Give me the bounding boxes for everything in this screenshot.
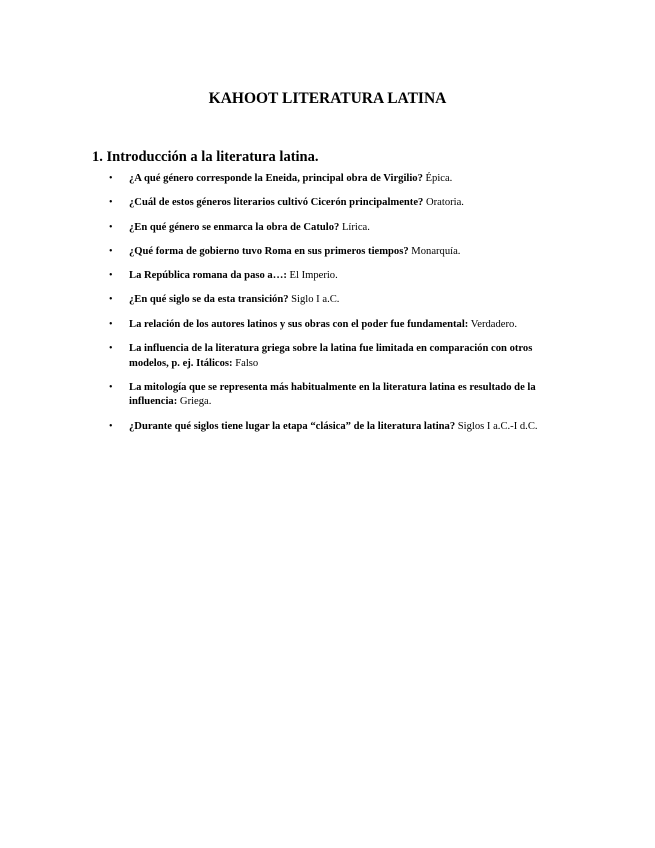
bullet-icon: • [109, 294, 113, 306]
question-list [92, 172, 572, 444]
list-item [92, 172, 572, 187]
list-item [92, 245, 572, 260]
answer-text: Falso [232, 357, 259, 369]
bullet-icon: • [109, 318, 113, 330]
question-text: La relación de los autores latinos y sus obras con el poder fue fundamental: [129, 318, 469, 330]
answer-text: Siglos I a.C.-I d.C. [455, 420, 538, 432]
answer-text: Oratoria. [423, 197, 464, 209]
list-item [92, 221, 572, 236]
list-item [92, 420, 572, 435]
list-item [92, 196, 572, 211]
section-heading: 1. Introducción a la literatura latina. [92, 149, 319, 165]
bullet-icon: • [109, 221, 113, 233]
list-item [92, 269, 572, 284]
question-text: ¿Qué forma de gobierno tuvo Roma en sus primeros tiempos? [129, 245, 409, 257]
answer-text: Épica. [422, 173, 453, 184]
bullet-icon: • [109, 270, 113, 282]
answer-text: Lírica. [339, 221, 370, 233]
question-text: La mitología que se representa más habitualmente en la literatura latina es resultado de la influencia: [129, 381, 536, 408]
question-text: La República romana da paso a…: [129, 270, 287, 282]
question-text: ¿Cuál de estos géneros literarios cultivó Cicerón principalmente? [129, 197, 424, 209]
list-item [92, 293, 572, 308]
question-text: ¿En qué género se enmarca la obra de Catulo? [129, 221, 340, 233]
question-text: ¿A qué género corresponde la Eneida, principal obra de Virgilio? [129, 173, 423, 184]
bullet-icon: • [109, 420, 113, 432]
answer-text: Verdadero. [468, 318, 517, 330]
answer-text: Siglo I a.C. [288, 294, 340, 306]
answer-text: Monarquía. [408, 245, 461, 257]
bullet-icon: • [109, 197, 113, 209]
list-item [92, 342, 572, 371]
answer-text: El Imperio. [286, 270, 338, 282]
bullet-icon: • [109, 173, 113, 184]
document-title: KAHOOT LITERATURA LATINA [208, 90, 447, 107]
bullet-icon: • [109, 381, 113, 393]
question-text: ¿En qué siglo se da esta transición? [129, 294, 289, 306]
question-text: La influencia de la literatura griega sobre la latina fue limitada en comparación con otros modelos, p. ej. Itálicos: [129, 343, 533, 369]
list-item [92, 318, 572, 333]
bullet-icon: • [109, 245, 113, 257]
answer-text: Griega. [177, 396, 212, 408]
question-text: ¿Durante qué siglos tiene lugar la etapa “clásica” de la literatura latina? [129, 420, 456, 432]
list-item [92, 381, 572, 410]
bullet-icon: • [109, 343, 113, 355]
